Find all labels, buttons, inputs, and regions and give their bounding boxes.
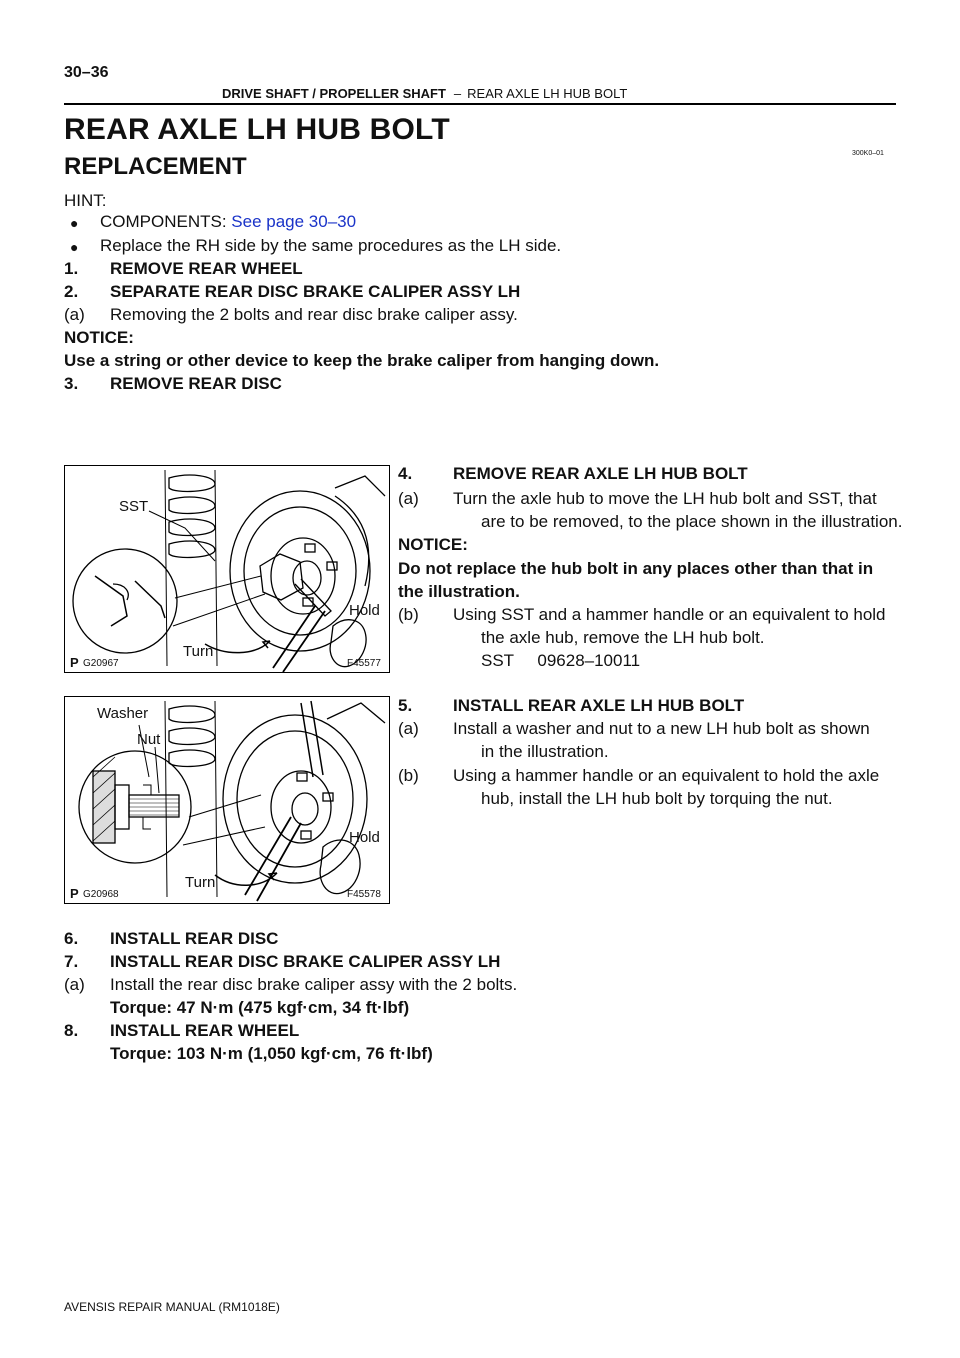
step-number: 6. — [64, 929, 79, 948]
label-hold: Hold — [349, 602, 380, 619]
step-text: REMOVE REAR WHEEL — [110, 259, 303, 278]
step-2a — [64, 303, 864, 326]
page-title: REAR AXLE LH HUB BOLT — [64, 113, 450, 146]
figure-remove-hub-bolt — [64, 465, 390, 673]
document-id: 300K0–01 — [852, 150, 884, 157]
step-8 — [64, 1019, 299, 1042]
step-5b — [398, 764, 879, 787]
figure-code-right: F45577 — [347, 658, 381, 669]
bullet-icon: ● — [70, 215, 79, 231]
components-page-link[interactable]: See page 30–30 — [231, 212, 357, 231]
step-text: Turn the axle hub to move the LH hub bolt and SST, that — [453, 489, 877, 508]
step-number: 7. — [64, 952, 79, 971]
step-text: REMOVE REAR AXLE LH HUB BOLT — [453, 464, 748, 483]
figure-mark: P — [70, 886, 79, 901]
header-topic: REAR AXLE LH HUB BOLT — [467, 86, 628, 101]
page-subtitle: REPLACEMENT — [64, 153, 247, 180]
step-5a — [398, 717, 870, 740]
step-3 — [64, 372, 864, 395]
step-text: Using a hammer handle or an equivalent to hold the axle — [453, 766, 880, 785]
notice-label: NOTICE: — [64, 328, 134, 347]
step-7 — [64, 950, 500, 973]
step-number: (b) — [398, 766, 419, 785]
step-number: 1. — [64, 259, 79, 278]
step-number: (a) — [398, 719, 419, 738]
hint-item-rh-side: Replace the RH side by the same procedures as the LH side. — [100, 236, 562, 255]
section-name: DRIVE SHAFT / PROPELLER SHAFT — [222, 86, 446, 101]
step-text: INSTALL REAR WHEEL — [110, 1021, 300, 1040]
running-header — [222, 86, 627, 101]
step-text: Install the rear disc brake caliper assy with the 2 bolts. — [110, 975, 518, 994]
step-number: 5. — [398, 696, 413, 715]
step-number: (b) — [398, 605, 419, 624]
step-number: 8. — [64, 1021, 79, 1040]
step-text: INSTALL REAR DISC BRAKE CALIPER ASSY LH — [110, 952, 501, 971]
label-nut: Nut — [137, 731, 161, 748]
step-text: INSTALL REAR AXLE LH HUB BOLT — [453, 696, 745, 715]
step-5 — [398, 694, 744, 717]
header-separator: – — [453, 86, 462, 101]
step-text: INSTALL REAR DISC — [110, 929, 279, 948]
header-rule — [64, 103, 896, 105]
notice-text-cont: the illustration. — [398, 582, 520, 601]
step-2 — [64, 280, 864, 303]
step-6 — [64, 927, 278, 950]
step-4b — [398, 603, 886, 626]
label-hold: Hold — [349, 829, 380, 846]
figure-code-left: G20968 — [83, 889, 119, 900]
label-washer: Washer — [97, 705, 149, 722]
figure-install-hub-bolt — [64, 696, 390, 904]
label-turn: Turn — [183, 643, 214, 660]
step-4 — [398, 462, 748, 485]
step-text: REMOVE REAR DISC — [110, 374, 282, 393]
step-number: 3. — [64, 374, 79, 393]
notice-text: Do not replace the hub bolt in any places other than that in — [398, 559, 874, 578]
torque-caliper: Torque: 47 N·m (475 kgf·cm, 34 ft·lbf) — [110, 998, 410, 1017]
label-turn: Turn — [185, 874, 216, 891]
footer-manual-name: AVENSIS REPAIR MANUAL (RM1018E) — [64, 1300, 280, 1314]
step-4a-cont: are to be removed, to the place shown in the illustration. — [481, 512, 903, 531]
illustration-install — [65, 697, 389, 903]
step-number: 4. — [398, 464, 413, 483]
step-1 — [64, 257, 864, 280]
step-text: SEPARATE REAR DISC BRAKE CALIPER ASSY LH — [110, 282, 521, 301]
illustration-remove — [65, 466, 389, 672]
step-number: (a) — [64, 975, 85, 994]
step-number: 2. — [64, 282, 79, 301]
sst-number: SST 09628–10011 — [481, 651, 641, 670]
hint-label: HINT: — [64, 191, 107, 210]
step-4a — [398, 487, 877, 510]
step-text: Install a washer and nut to a new LH hub bolt as shown — [453, 719, 870, 738]
step-number: (a) — [398, 489, 419, 508]
step-number: (a) — [64, 305, 85, 324]
step-text: Using SST and a hammer handle or an equivalent to hold — [453, 605, 886, 624]
figure-mark: P — [70, 655, 79, 670]
step-text: Removing the 2 bolts and rear disc brake caliper assy. — [110, 305, 518, 324]
label-sst: SST — [119, 498, 149, 515]
step-7a — [64, 973, 517, 996]
hint-item-text: COMPONENTS: — [100, 212, 232, 231]
step-5b-cont: hub, install the LH hub bolt by torquing the nut. — [481, 789, 833, 808]
bullet-icon: ● — [70, 239, 79, 255]
step-5a-cont: in the illustration. — [481, 742, 609, 761]
notice-text: Use a string or other device to keep the brake caliper from hanging down. — [64, 351, 660, 370]
notice-label: NOTICE: — [398, 535, 468, 554]
hint-item-components — [100, 210, 356, 233]
torque-wheel: Torque: 103 N·m (1,050 kgf·cm, 76 ft·lbf) — [110, 1044, 433, 1063]
step-4b-cont: the axle hub, remove the LH hub bolt. — [481, 628, 765, 647]
page-number: 30–36 — [64, 64, 109, 81]
figure-code-right: F45578 — [347, 889, 381, 900]
figure-code-left: G20967 — [83, 658, 119, 669]
